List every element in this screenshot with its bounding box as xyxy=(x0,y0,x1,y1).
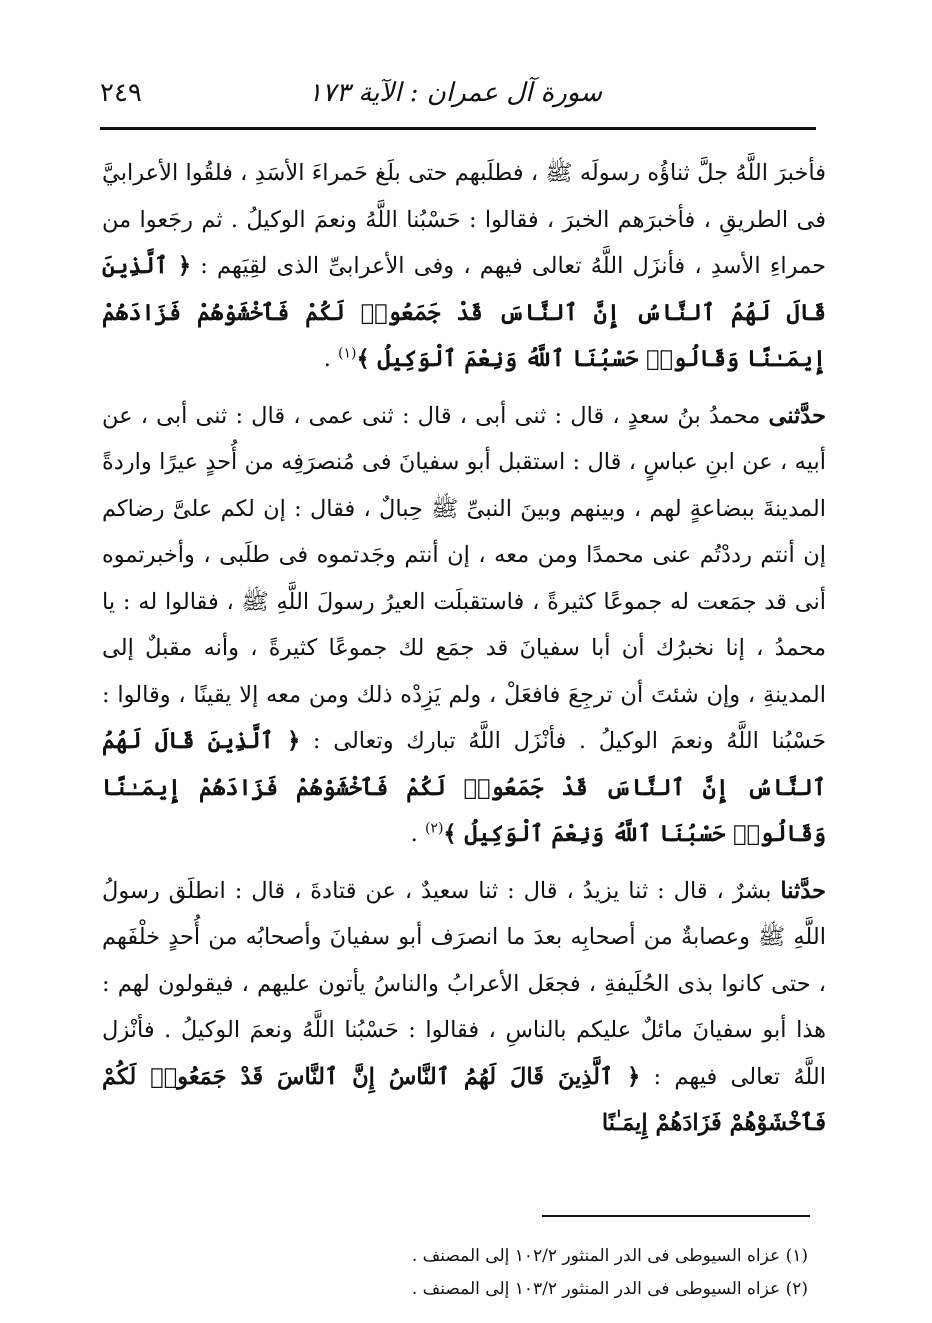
paragraph-lead-word: حدَّثنى xyxy=(768,402,826,429)
paragraph-text: . xyxy=(410,821,425,847)
footnote-ref-1: (١) xyxy=(338,345,357,362)
paragraph-1 xyxy=(102,150,826,383)
page-number: ٢٤٩ xyxy=(100,78,142,108)
footnote-ref-2: (٢) xyxy=(424,820,444,837)
footnote-1: (١) عزاه السيوطى فى الدر المنثور ١٠٢/٢ إلى المصنف . xyxy=(411,1246,808,1266)
footnote-2: (٢) عزاه السيوطى فى الدر المنثور ١٠٣/٢ إلى المصنف . xyxy=(411,1279,808,1299)
paragraph-text: فأخبرَ اللَّهُ جلَّ ثناؤُه رسولَه ﷺ ، فطلَبهم حتى بلَغ حَمراءَ الأسَدِ ، فلقُوا الأعرابيَّ فى الطريقِ ، فأخبرَهم الخبرَ ، فقالوا : حَسْبُنا اللَّهُ ونعمَ الوكيلُ . ثم رجَعوا من حمراءِ الأسدِ ، فأنزَل اللَّهُ تعالى فيهم ، وفى الأعرابىِّ الذى لقِيَهم : xyxy=(102,160,826,279)
paragraph-2 xyxy=(102,393,826,858)
main-text xyxy=(102,150,826,1147)
quran-verse: ﴿ ٱلَّذِينَ قَالَ لَهُمُ ٱلنَّاسُ إِنَّ ٱلنَّاسَ قَدْ جَمَعُوا۟ لَكُمْ فَٱخْشَوْهُمْ فَزَادَهُمْ إِيمَـٰنًا وَقَالُوا۟ حَسْبُنَا ٱللَّهُ وَنِعْمَ ٱلْوَكِيلُ ﴾ xyxy=(102,728,826,847)
page-header xyxy=(100,78,816,124)
paragraph-text: . xyxy=(323,346,339,372)
quran-verse: ﴿ ٱلَّذِينَ قَالَ لَهُمُ ٱلنَّاسُ إِنَّ ٱلنَّاسَ قَدْ جَمَعُوا۟ لَكُمْ فَٱخْشَوْهُمْ فَزَادَهُمْ إِيمَـٰنًا xyxy=(102,1063,826,1136)
paragraph-text: بشرٌ ، قال : ثنا يزيدُ ، قال : ثنا سعيدٌ ، عن قتادةَ ، قال : انطلَق رسولُ اللَّهِ ﷺ وعصابةٌ من أصحابِه بعدَ ما انصرَف أبو سفيانَ وأصحابُه من أُحدٍ خلْفَهم ، حتى كانوا بذى الحُلَيفةِ ، فجعَل الأعرابُ والناسُ يأتون عليهم ، فيقولون لهم : هذا أبو سفيانَ مائلٌ عليكم بالناسِ ، فقالوا : حَسْبُنا اللَّهُ ونعمَ الوكيلُ . فأنْزل اللَّهُ تعالى فيهم : xyxy=(102,877,826,1090)
footnotes xyxy=(108,1240,808,1306)
paragraph-3 xyxy=(102,868,826,1147)
paragraph-lead-word: حدَّثنا xyxy=(780,877,826,904)
running-title: سورة آل عمران : الآية ١٧٣ xyxy=(308,78,602,108)
footnote-rule xyxy=(542,1215,810,1217)
header-rule xyxy=(100,127,816,130)
quran-verse: ﴿ ٱلَّذِينَ قَالَ لَهُمُ ٱلنَّاسُ إِنَّ ٱلنَّاسَ قَدْ جَمَعُوا۟ لَكُمْ فَٱخْشَوْهُمْ فَزَادَهُمْ إِيمَـٰنًا وَقَالُوا۟ حَسْبُنَا ٱللَّهُ وَنِعْمَ ٱلْوَكِيلُ ﴾ xyxy=(102,253,826,372)
paragraph-text: محمدُ بنُ سعدٍ ، قال : ثنى أبى ، قال : ثنى عمى ، قال : ثنى أبى ، عن أبيه ، عن ابنِ عباسٍ ، قال : استقبل أبو سفيانَ فى مُنصرَفِه من أُحدٍ عيرًا واردةً المدينةَ ببضاعةٍ لهم ، وبينهم وبينَ النبىِّ ﷺ حِبالٌ ، فقال : إن لكم علىَّ رضاكم إن أنتم رددْتُم عنى محمدًا ومن معه ، إن أنتم وجَدتموه فى طلَبى ، وأخبرتموه أنى قد جمَعت له جموعًا كثيرةً ، فاستقبلَت العيرُ رسولَ اللَّهِ ﷺ ، فقالوا له : يا محمدُ ، إنا نخبرُك أن أبا سفيانَ قد جمَع لك جموعًا كثيرةً ، وأنه مقبلٌ إلى المدينةِ ، وإن شئتَ أن ترجِعَ فافعَلْ ، ولم يَزِدْه ذلك ومن معه إلا يقينًا ، وقالوا : حَسْبُنا اللَّهُ ونعمَ الوكيلُ . فأنْزَل اللَّهُ تبارك وتعالى : xyxy=(102,402,826,754)
